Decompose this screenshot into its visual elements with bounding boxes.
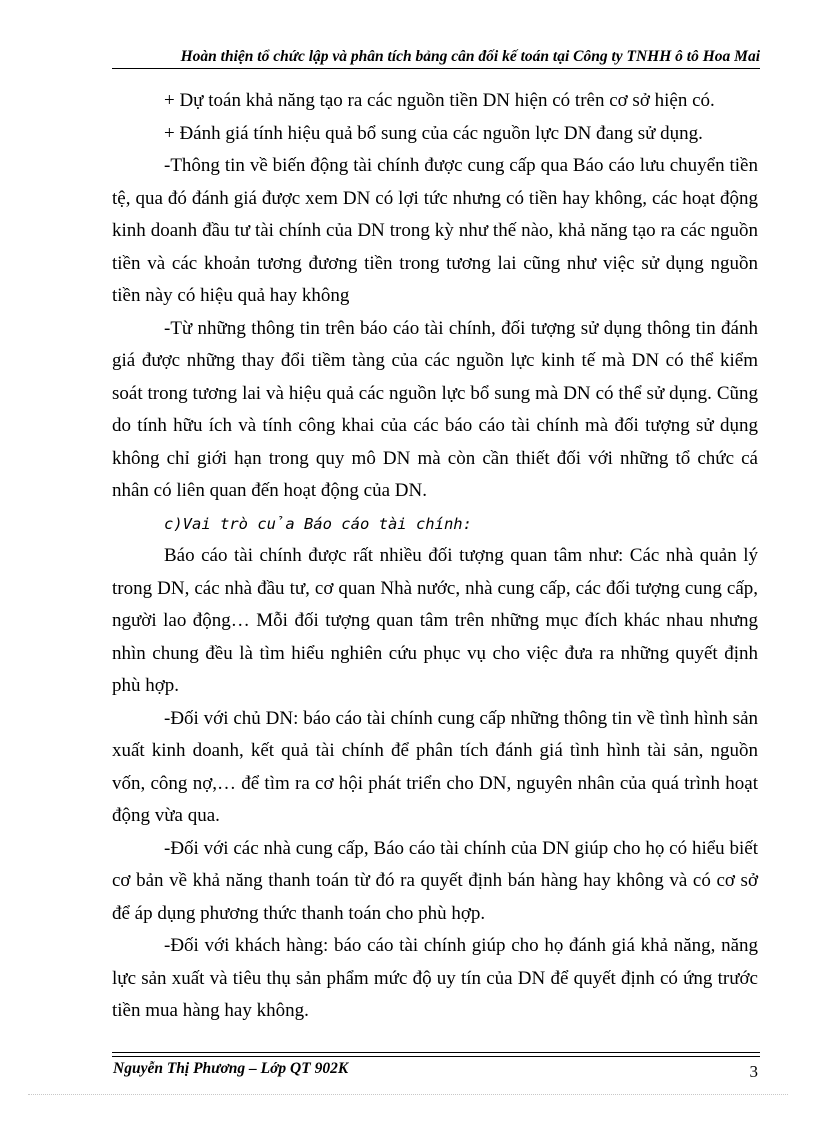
page-header: Hoàn thiện tổ chức lập và phân tích bảng cân đối kế toán tại Công ty TNHH ô tô Hoa Mai [112,48,760,69]
paragraph-6: -Đối với chủ DN: báo cáo tài chính cung cấp những thông tin về tình hình sản xuất kinh doanh, kết quả tài chính để phân tích đánh giá tình hình tài sản, nguồn vốn, công nợ,… để tìm ra cơ hội phát triển cho DN, nguyên nhân của quá trình hoạt động vừa qua. [112,707,758,826]
paragraph-4: -Từ những thông tin trên báo cáo tài chính, đối tượng sử dụng thông tin đánh giá được những thay đổi tiềm tàng của các nguồn lực kinh tế mà DN có thể kiểm soát trong tương lai và hiệu quả các nguồn lực bổ sung mà DN có thể sử dụng. Cũng do tính hữu ích và tính công khai của các báo cáo tài chính mà đối tượng sử dụng không chỉ giới hạn trong quy mô DN mà còn cần thiết đối với những tổ chức cá nhân có liên quan đến hoạt động của DN. [112,317,758,501]
paragraph-2: + Đánh giá tính hiệu quả bổ sung của các nguồn lực DN đang sử dụng. [164,122,703,144]
footer-rule-top [112,1052,760,1053]
paragraph-3: -Thông tin về biến động tài chính được cung cấp qua Báo cáo lưu chuyển tiền tệ, qua đó đánh giá được xem DN có lợi tức nhưng có tiền hay không, các hoạt động kinh doanh đầu tư tài chính của DN trong kỳ như thế nào, khả năng tạo ra các nguồn tiền và các khoản tương đương tiền trong tương lai cũng như việc sử dụng nguồn tiền này có hiệu quả hay không [112,155,758,306]
page-number: 3 [749,1062,758,1081]
footer-rule-bottom [112,1056,760,1057]
section-heading [112,508,758,541]
paragraph-1: + Dự toán khả năng tạo ra các nguồn tiền DN hiện có trên cơ sở hiện có. [164,90,715,111]
section-heading-text: c)Vai trò của Báo cáo tài chính: [164,514,472,533]
paragraph-8: -Đối với khách hàng: báo cáo tài chính giúp cho họ đánh giá khả năng, năng lực sản xuất và tiêu thụ sản phẩm mức độ uy tín của DN để quyết định có ứng trước tiền mua hàng hay không. [112,935,758,1021]
page-bottom-dotted-line [28,1094,788,1095]
paragraph-7: -Đối với các nhà cung cấp, Báo cáo tài chính của DN giúp cho họ có hiểu biết cơ bản về khả năng thanh toán từ đó ra quyết định bán hàng hay không và có cơ sở để áp dụng phương thức thanh toán cho phù hợp. [112,837,758,924]
footer-author: Nguyễn Thị Phương – Lớp QT 902K [113,1060,349,1077]
document-body [112,85,758,1028]
paragraph-5: Báo cáo tài chính được rất nhiều đối tượng quan tâm như: Các nhà quản lý trong DN, các nhà đầu tư, cơ quan Nhà nước, nhà cung cấp, các đối tượng cung cấp, người lao động… Mỗi đối tượng quan tâm trên những mục đích khác nhau nhưng nhìn chung đều là tìm hiểu nghiên cứu phục vụ cho việc đưa ra những quyết định phù hợp. [112,545,758,696]
